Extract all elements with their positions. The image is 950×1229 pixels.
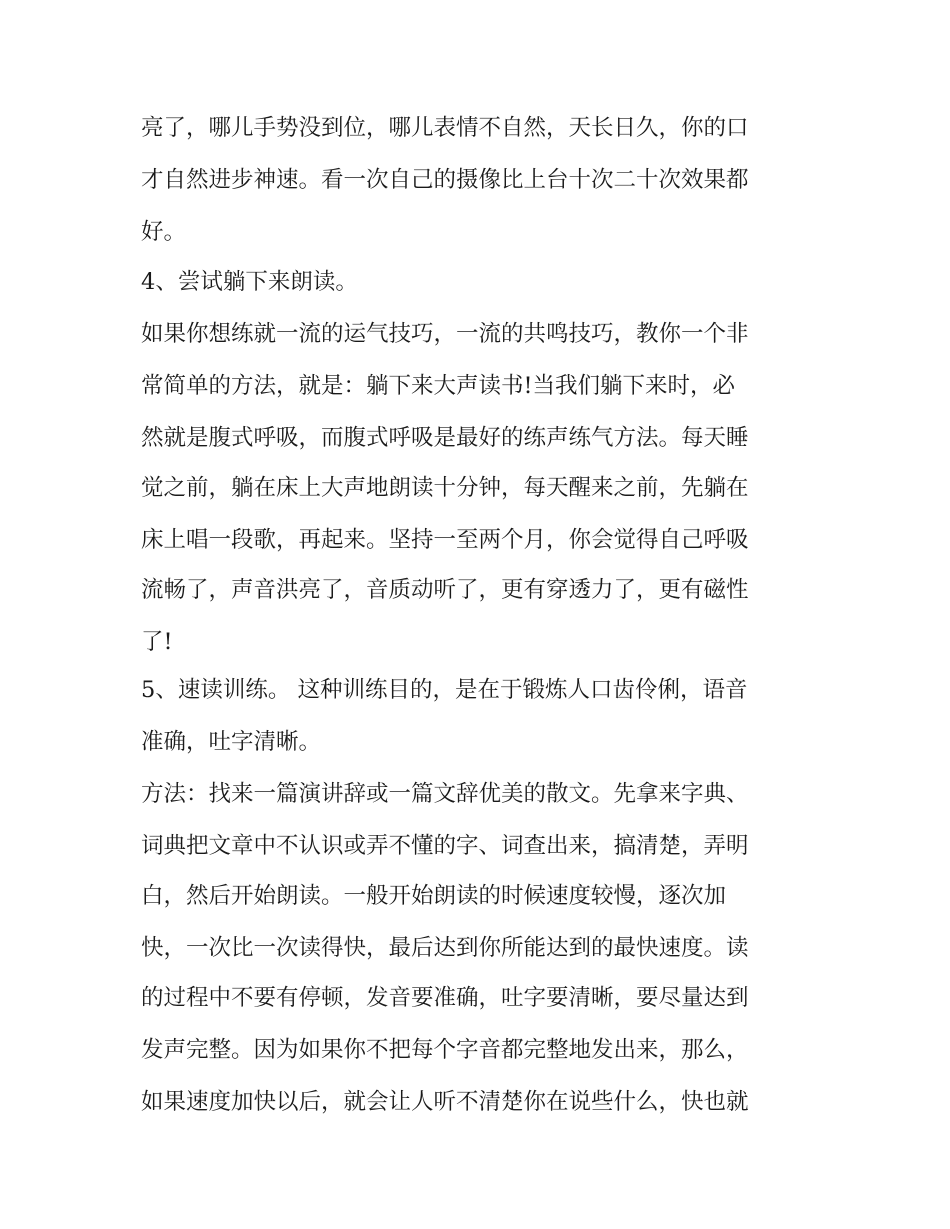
text-line: 发声完整。因为如果你不把每个字音都完整地发出来，那么， bbox=[141, 1037, 749, 1063]
text-line: 如果速度加快以后，就会让人听不清楚你在说些什么，快也就 bbox=[141, 1089, 749, 1115]
text-line: 好。 bbox=[141, 219, 187, 245]
text-line: 亮了，哪儿手势没到位，哪儿表情不自然，天长日久，你的口 bbox=[141, 115, 749, 141]
text-line: 如果你想练就一流的运气技巧，一流的共鸣技巧，教你一个非 bbox=[141, 321, 749, 347]
text-line: 才自然进步神速。看一次自己的摄像比上台十次二十次效果都 bbox=[141, 167, 749, 193]
section-heading: 4、尝试躺下来朗读。 bbox=[141, 269, 358, 295]
text-line: 常简单的方法，就是：躺下来大声读书!当我们躺下来时，必 bbox=[141, 373, 736, 399]
text-line: 床上唱一段歌，再起来。坚持一至两个月，你会觉得自己呼吸 bbox=[141, 527, 749, 553]
text-line: 白，然后开始朗读。一般开始朗读的时候速度较慢，逐次加 bbox=[141, 883, 727, 909]
text-line: 觉之前，躺在床上大声地朗读十分钟，每天醒来之前，先躺在 bbox=[141, 475, 749, 501]
text-line: 了! bbox=[141, 629, 173, 655]
text-line: 准确，吐字清晰。 bbox=[141, 729, 322, 755]
text-line: 方法：找来一篇演讲辞或一篇文辞优美的散文。先拿来字典、 bbox=[141, 781, 749, 807]
section-heading: 5、速读训练。 这种训练目的，是在于锻炼人口齿伶俐，语音 bbox=[141, 677, 748, 703]
text-line: 的过程中不要有停顿，发音要准确，吐字要清晰，要尽量达到 bbox=[141, 985, 749, 1011]
text-line: 流畅了，声音洪亮了，音质动听了，更有穿透力了，更有磁性 bbox=[141, 577, 749, 603]
text-line: 词典把文章中不认识或弄不懂的字、词查出来，搞清楚，弄明 bbox=[141, 833, 749, 859]
text-line: 快，一次比一次读得快，最后达到你所能达到的最快速度。读 bbox=[141, 935, 749, 961]
text-line: 然就是腹式呼吸，而腹式呼吸是最好的练声练气方法。每天睡 bbox=[141, 425, 749, 451]
